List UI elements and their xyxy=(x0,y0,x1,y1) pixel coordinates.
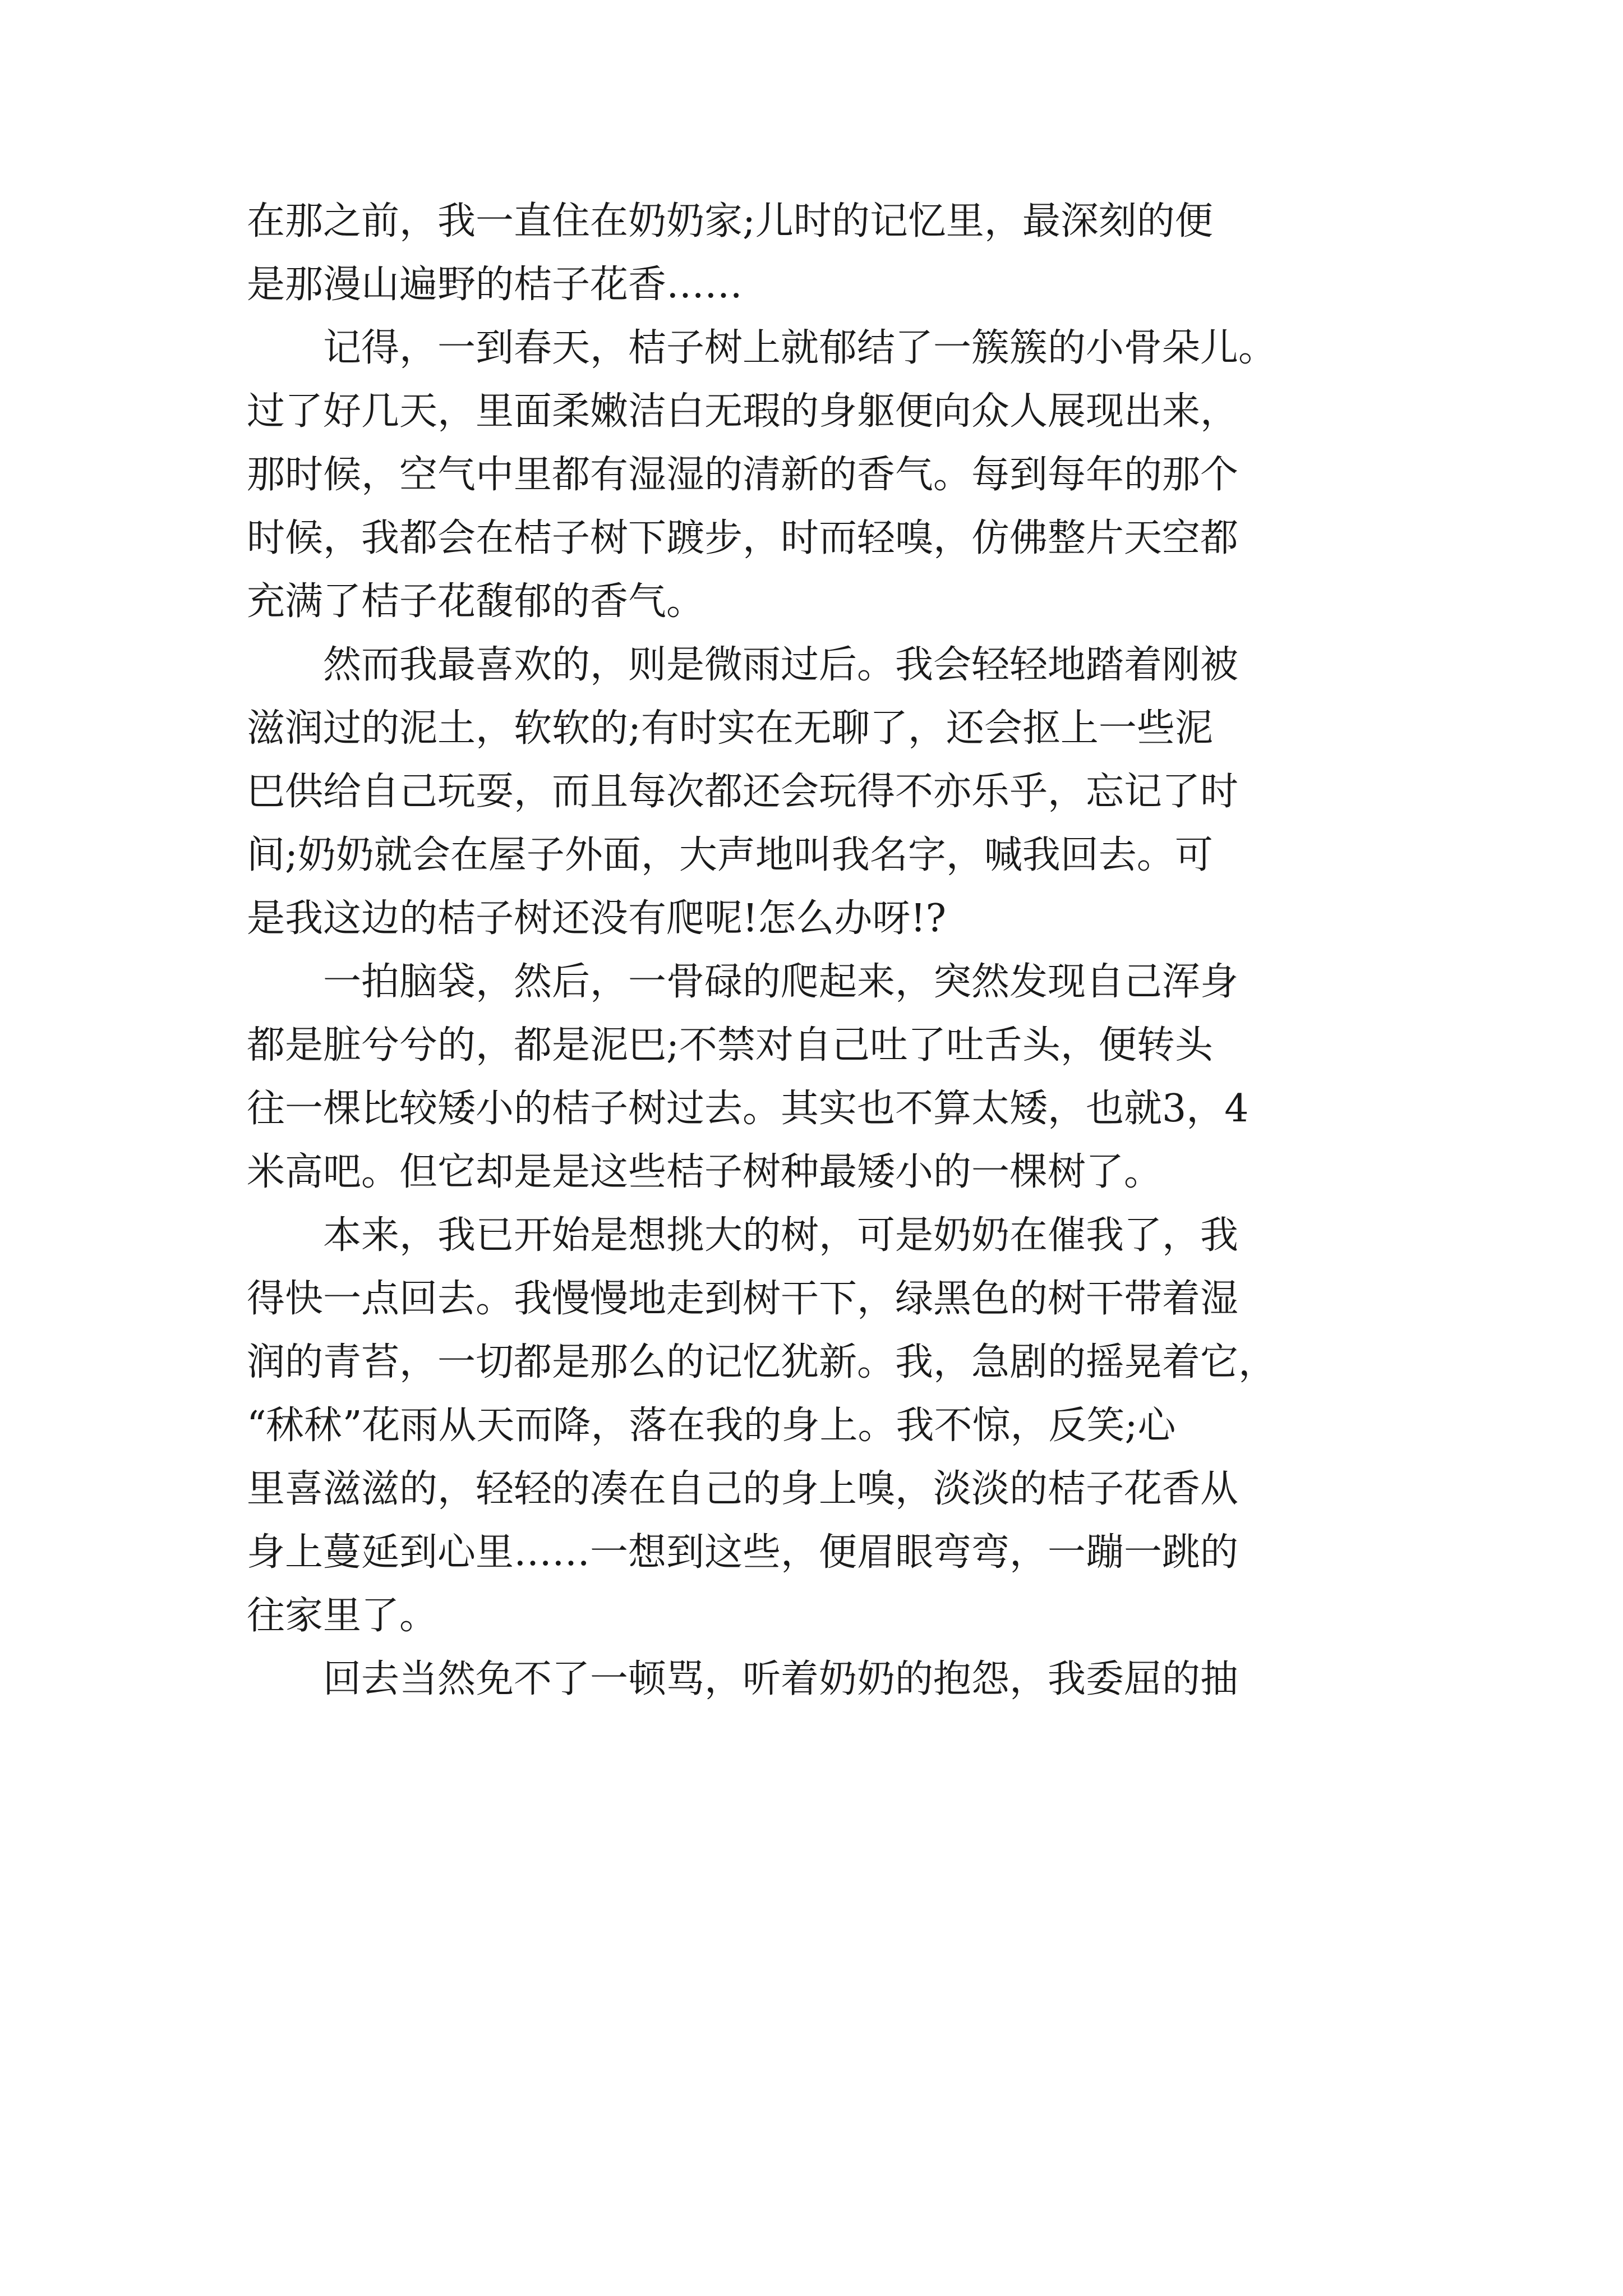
text-line: 时候，我都会在桔子树下踱步，时而轻嗅，仿佛整片天空都 xyxy=(247,516,1239,560)
text-line: 是我这边的桔子树还没有爬呢!怎么办呀!? xyxy=(247,896,947,941)
text-line: “秫秫”花雨从天而降，落在我的身上。我不惊，反笑;心 xyxy=(247,1404,1176,1448)
text-line: 过了好几天，里面柔嫩洁白无瑕的身躯便向众人展现出来， xyxy=(247,389,1239,434)
text-line: 充满了桔子花馥郁的香气。 xyxy=(247,579,705,624)
text-line: 润的青苔，一切都是那么的记忆犹新。我，急剧的摇晃着它， xyxy=(247,1340,1277,1384)
text-line: 回去当然免不了一顿骂，听着奶奶的抱怨，我委屈的抽 xyxy=(247,1657,1239,1701)
text-line: 得快一点回去。我慢慢地走到树干下，绿黑色的树干带着湿 xyxy=(247,1277,1239,1321)
text-line: 往一棵比较矮小的桔子树过去。其实也不算太矮，也就3，4 xyxy=(247,1087,1249,1131)
text-line: 里喜滋滋的，轻轻的凑在自己的身上嗅，淡淡的桔子花香从 xyxy=(247,1467,1239,1511)
text-line: 是那漫山遍野的桔子花香…… xyxy=(247,263,743,307)
text-line: 在那之前，我一直住在奶奶家;儿时的记忆里，最深刻的便 xyxy=(247,199,1213,243)
text-line: 米高吧。但它却是是这些桔子树种最矮小的一棵树了。 xyxy=(247,1150,1163,1194)
text-line: 记得，一到春天，桔子树上就郁结了一簇簇的小骨朵儿。 xyxy=(247,326,1277,370)
text-line: 身上蔓延到心里……一想到这些，便眉眼弯弯，一蹦一跳的 xyxy=(247,1530,1239,1575)
text-line: 本来，我已开始是想挑大的树，可是奶奶在催我了，我 xyxy=(247,1213,1239,1258)
text-line: 滋润过的泥土，软软的;有时实在无聊了，还会抠上一些泥 xyxy=(247,706,1213,751)
text-line: 然而我最喜欢的，则是微雨过后。我会轻轻地踏着刚被 xyxy=(247,643,1239,687)
text-line: 往家里了。 xyxy=(247,1594,438,1638)
text-line: 一拍脑袋，然后，一骨碌的爬起来，突然发现自己浑身 xyxy=(247,960,1239,1004)
essay-body xyxy=(247,190,1391,1711)
text-line: 那时候，空气中里都有湿湿的清新的香气。每到每年的那个 xyxy=(247,453,1239,497)
text-line: 间;奶奶就会在屋子外面，大声地叫我名字，喊我回去。可 xyxy=(247,833,1213,877)
text-line: 巴供给自己玩耍，而且每次都还会玩得不亦乐乎，忘记了时 xyxy=(247,770,1239,814)
text-line: 都是脏兮兮的，都是泥巴;不禁对自己吐了吐舌头，便转头 xyxy=(247,1023,1213,1068)
